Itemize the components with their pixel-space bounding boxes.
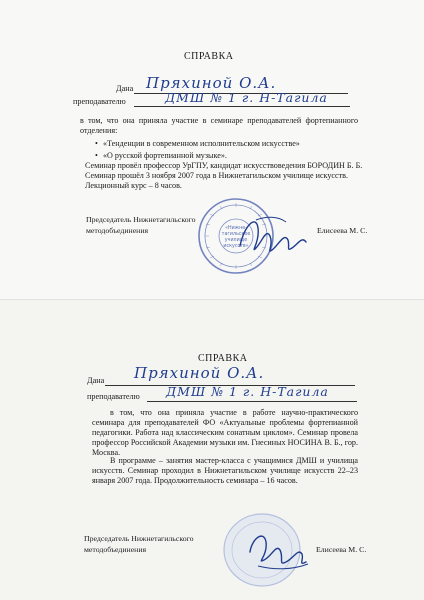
cert2-chair-name: Елисеева М. С.: [316, 545, 367, 554]
cert1-intro: в том, что она приняла участие в семинаре преподавателей фортепианного отделения:: [80, 116, 358, 135]
signature-2: [238, 526, 318, 576]
cert1-line-1: Семинар провёл профессор УрГПУ, кандидат искусствоведения БОРОДИН Б. Б.: [85, 161, 363, 170]
cert2-given-handwriting: Пряхиной О.А.: [134, 364, 265, 382]
cert1-line-3: Лекционный курс – 8 часов.: [85, 181, 182, 190]
cert2-chair-line-2: методобъединения: [84, 545, 147, 554]
cert1-title: СПРАВКА: [184, 51, 234, 62]
svg-text:«Нижне-: «Нижне-: [225, 226, 247, 231]
cert2-teacher-label: преподавателю: [87, 392, 140, 401]
cert1-teacher-handwriting: ДМШ № 1 г. Н-Тагила: [165, 90, 328, 105]
cert2-teacher-handwriting: ДМШ № 1 г. Н-Тагила: [166, 384, 329, 399]
cert1-chair-line-1: Председатель Нижнетагильского: [86, 215, 196, 224]
cert2-paragraph-1: в том, что она приняла участие в работе научно-практического семинара для преподавателей ФО «Актуальные проблемы фортепианной педагогики. Работа над классическим сонатным циклом». Семинар провела профессор Российской Академии музыки им. Гнесиных НОСИНА В. Б., гор. Москва.: [92, 408, 358, 457]
svg-text:училище: училище: [224, 238, 248, 243]
cert1-given-label: Дана: [116, 84, 134, 93]
cert1-bullet-2: • «О русской фортепианной музыке».: [103, 151, 227, 161]
cert1-given-handwriting: Пряхиной О.А.: [146, 74, 277, 92]
svg-text:искусств»: искусств»: [223, 244, 249, 249]
cert2-given-label: Дана: [87, 376, 105, 385]
cert1-teacher-underline: [134, 106, 350, 107]
cert1-teacher-label: преподавателю: [73, 97, 126, 106]
cert1-line-2: Семинар прошёл 3 ноября 2007 года в Нижнетагильском училище искусств.: [85, 171, 348, 180]
certificate-2: [0, 300, 424, 600]
cert1-chair-name: Елисеева М. С.: [317, 226, 368, 235]
cert1-chair-line-2: методобъединения: [86, 226, 149, 235]
cert2-chair-line-1: Председатель Нижнетагильского: [84, 534, 194, 543]
svg-text:тагильское: тагильское: [221, 232, 251, 237]
cert1-bullet-1: • «Тенденции в современном исполнительском искусстве»: [103, 139, 300, 149]
cert2-title: СПРАВКА: [198, 353, 248, 364]
cert2-teacher-underline: [147, 401, 357, 402]
signature-1: [226, 206, 316, 266]
cert2-paragraph-2: В программе – занятия мастер-класса с учащимися ДМШ и училища искусств. Семинар проходил в Нижнетагильском училище искусств 22–23 января 2007 года. Продолжительность семинара – 16 часов.: [92, 456, 358, 485]
